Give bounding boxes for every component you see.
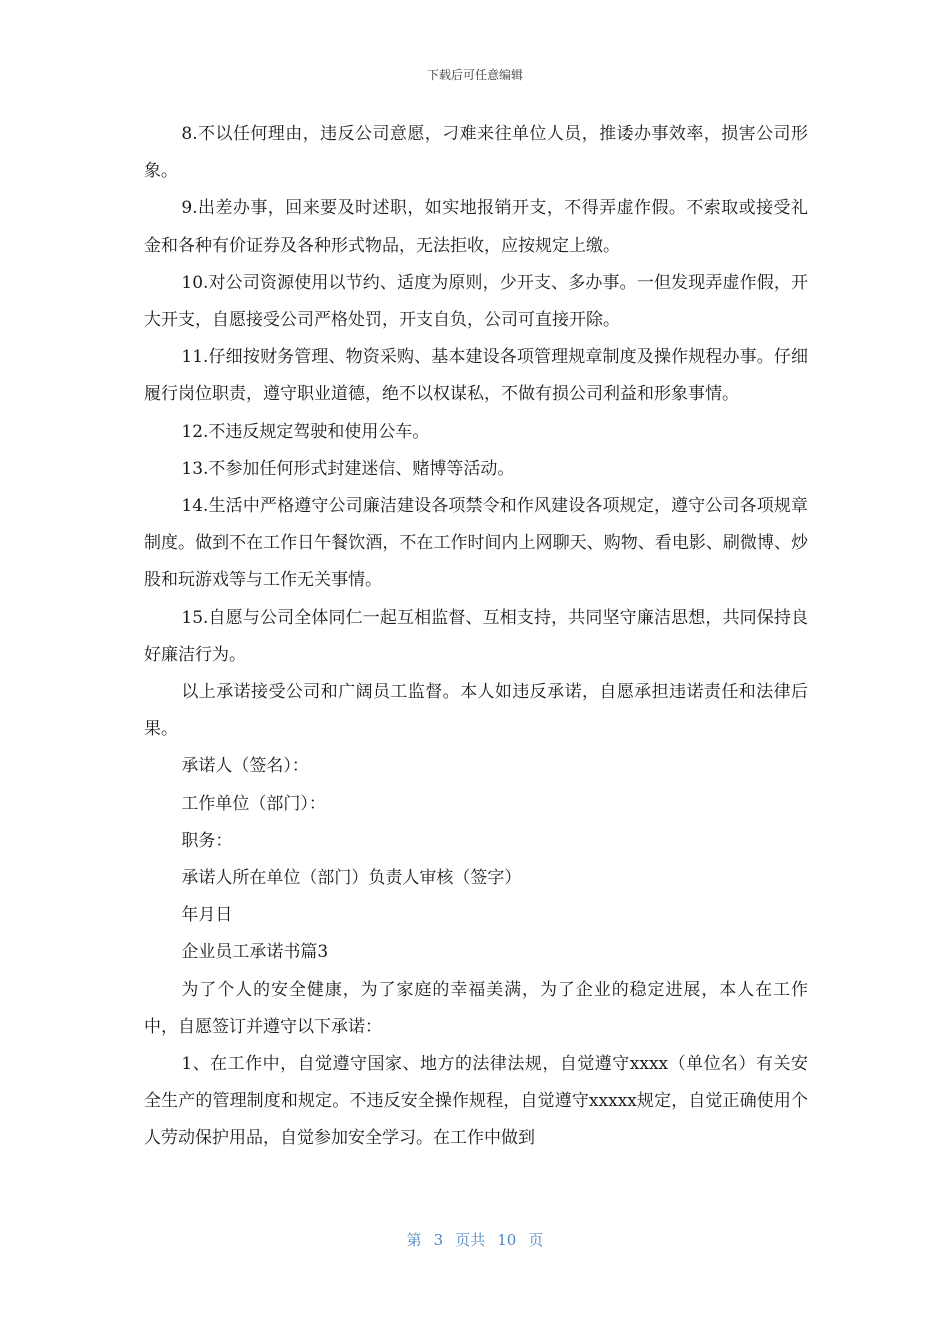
signature-line-promisor: 承诺人（签名）： <box>181 756 309 777</box>
paragraph-item-11: 11.仔细按财务管理、物资采购、基本建设各项管理规章制度及操作规程办事。仔细履行岗位职责，遵守职业道德，绝不以权谋私，不做有损公司利益和形象事情。 <box>144 347 808 405</box>
section-title: 企业员工承诺书篇3 <box>181 942 329 963</box>
document-body <box>144 116 808 1158</box>
footer-of-word: 页共 <box>455 1231 486 1249</box>
paragraph-item-9: 9.出差办事，回来要及时述职，如实地报销开支，不得弄虚作假。不索取或接受礼金和各种有价证券及各种形式物品，无法拒收，应按规定上缴。 <box>144 198 808 256</box>
paragraph-item-1: 1、在工作中，自觉遵守国家、地方的法律法规，自觉遵守xxxx（单位名）有关安全生产的管理制度和规定。不违反安全操作规程，自觉遵守xxxxx规定，自觉正确使用个人劳动保护用品，自觉参加安全学习。在工作中做到 <box>144 1054 808 1149</box>
footer-page-number: 3 <box>433 1231 444 1249</box>
paragraph-item-12: 12.不违反规定驾驶和使用公车。 <box>181 421 430 442</box>
signature-line-unit: 工作单位（部门）： <box>181 793 326 814</box>
paragraph-item-15: 15.自愿与公司全体同仁一起互相监督、互相支持，共同坚守廉洁思想，共同保持良好廉洁行为。 <box>144 607 808 665</box>
paragraph-item-14: 14.生活中严格遵守公司廉洁建设各项禁令和作风建设各项规定，遵守公司各项规章制度。做到不在工作日午餐饮酒，不在工作时间内上网聊天、购物、看电影、刷微博、炒股和玩游戏等与工作无关事情。 <box>144 496 808 591</box>
paragraph-item-10: 10.对公司资源使用以节约、适度为原则，少开支、多办事。一但发现弄虚作假，开大开支，自愿接受公司严格处罚，开支自负，公司可直接开除。 <box>144 272 808 331</box>
footer-page-word: 第 <box>406 1231 422 1249</box>
page-header-note: 下载后可任意编辑 <box>426 68 523 82</box>
footer-page-suffix: 页 <box>528 1231 544 1249</box>
paragraph-item-13: 13.不参加任何形式封建迷信、赌博等活动。 <box>181 458 515 479</box>
paragraph-supervision: 以上承诺接受公司和广阔员工监督。本人如违反承诺，自愿承担违诺责任和法律后果。 <box>144 682 808 740</box>
paragraph-item-8: 8.不以任何理由，违反公司意愿，刁难来往单位人员，推诿办事效率，损害公司形象。 <box>144 124 808 182</box>
page-footer <box>0 1229 950 1250</box>
paragraph-intro: 为了个人的安全健康，为了家庭的幸福美满，为了企业的稳定进展，本人在工作中，自愿签订并遵守以下承诺： <box>144 979 808 1037</box>
footer-total-pages: 10 <box>497 1231 517 1249</box>
signature-line-position: 职务： <box>181 830 233 851</box>
signature-line-date: 年月日 <box>181 905 233 926</box>
signature-line-reviewer: 承诺人所在单位（部门）负责人审核（签字） <box>181 868 522 889</box>
